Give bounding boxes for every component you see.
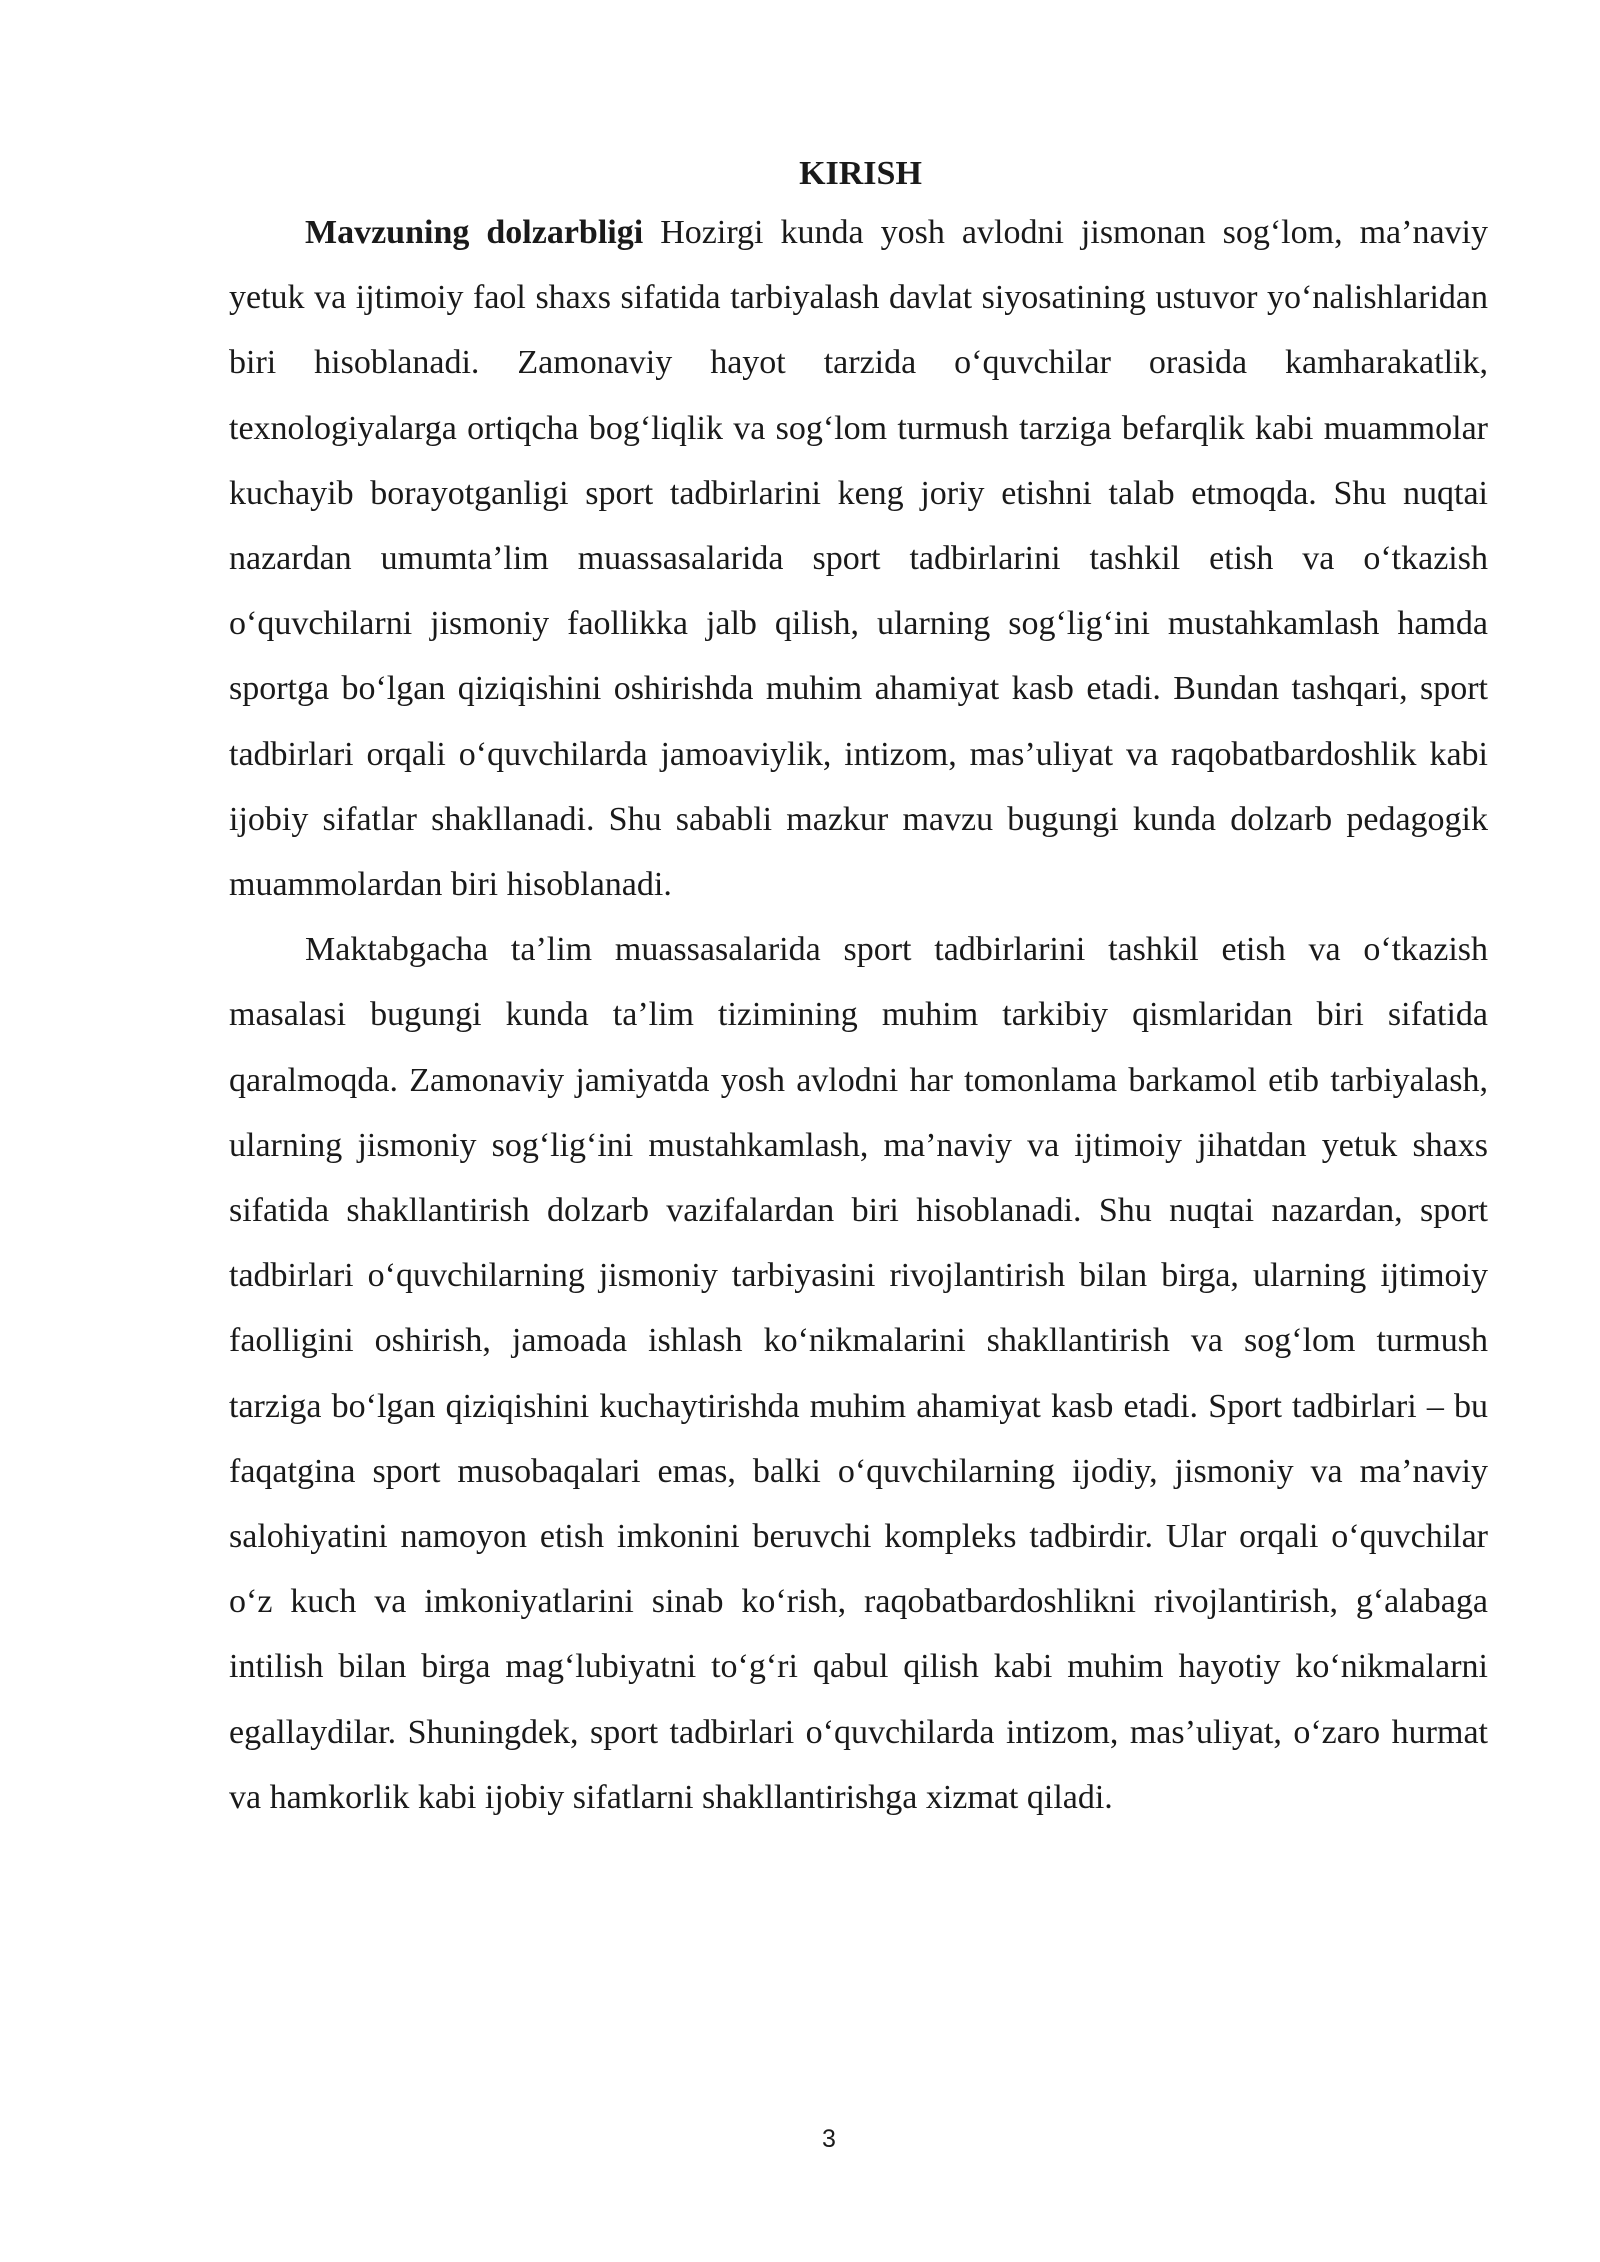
paragraph-lead-term: Mavzuning dolzarbligi xyxy=(305,214,644,251)
section-heading: KIRISH xyxy=(799,155,922,192)
paragraph-relevance xyxy=(229,200,1488,917)
paragraph-body: Hozirgi kunda yosh avlodni jismonan sog‘lom, ma’naviy yetuk va ijtimoiy faol shaxs sifatida tarbiyalash davlat siyosatining ustuvor yo‘nalishlaridan biri hisoblanadi. Zamonaviy hayot tarzida o‘quvchilar orasida kamharakatlik, texnologiyalarga ortiqcha bog‘liqlik va sog‘lom turmush tarziga befarqlik kabi muammolar kuchayib borayotganligi sport tadbirlarini keng joriy etishni talab etmoqda. Shu nuqtai nazardan umumta’lim muassasalarida sport tadbirlarini tashkil etish va o‘tkazish o‘quvchilarni jismoniy faollikka jalb qilish, ularning sog‘lig‘ini mustahkamlash hamda sportga bo‘lgan qiziqishini oshirishda muhim ahamiyat kasb etadi. Bundan tashqari, sport tadbirlari orqali o‘quvchilarda jamoaviylik, intizom, mas’uliyat va raqobatbardoshlik kabi ijobiy sifatlar shakllanadi. Shu sababli mazkur mavzu bugungi kunda dolzarb pedagogik muammolardan biri hisoblanadi. xyxy=(229,214,1489,904)
page-content xyxy=(229,148,1488,1830)
page-number: 3 xyxy=(822,2125,836,2153)
paragraph-body: Maktabgacha ta’lim muassasalarida sport tadbirlarini tashkil etish va o‘tkazish masalasi bugungi kunda ta’lim tizimining muhim tarkibiy qismlaridan biri sifatida qaralmoqda. Zamonaviy jamiyatda yosh avlodni har tomonlama barkamol etib tarbiyalash, ularning jismoniy sog‘lig‘ini mustahkamlash, ma’naviy va ijtimoiy jihatdan yetuk shaxs sifatida shakllantirish dolzarb vazifalardan biri hisoblanadi. Shu nuqtai nazardan, sport tadbirlari o‘quvchilarning jismoniy tarbiyasini rivojlantirish bilan birga, ularning ijtimoiy faolligini oshirish, jamoada ishlash ko‘nikmalarini shakllantirish va sog‘lom turmush tarziga bo‘lgan qiziqishini kuchaytirishda muhim ahamiyat kasb etadi. Sport tadbirlari – bu faqatgina sport musobaqalari emas, balki o‘quvchilarning ijodiy, jismoniy va ma’naviy salohiyatini namoyon etish imkonini beruvchi kompleks tadbirdir. Ular orqali o‘quvchilar o‘z kuch va imkoniyatlarini sinab ko‘rish, raqobatbardoshlikni rivojlantirish, g‘alabaga intilish bilan birga mag‘lubiyatni to‘g‘ri qabul qilish kabi muhim hayotiy ko‘nikmalarni egallaydilar. Shuningdek, sport tadbirlari o‘quvchilarda intizom, mas’uliyat, o‘zaro hurmat va hamkorlik kabi ijobiy sifatlarni shakllantirishga xizmat qiladi. xyxy=(229,931,1488,1816)
paragraph-preschool xyxy=(229,917,1488,1830)
